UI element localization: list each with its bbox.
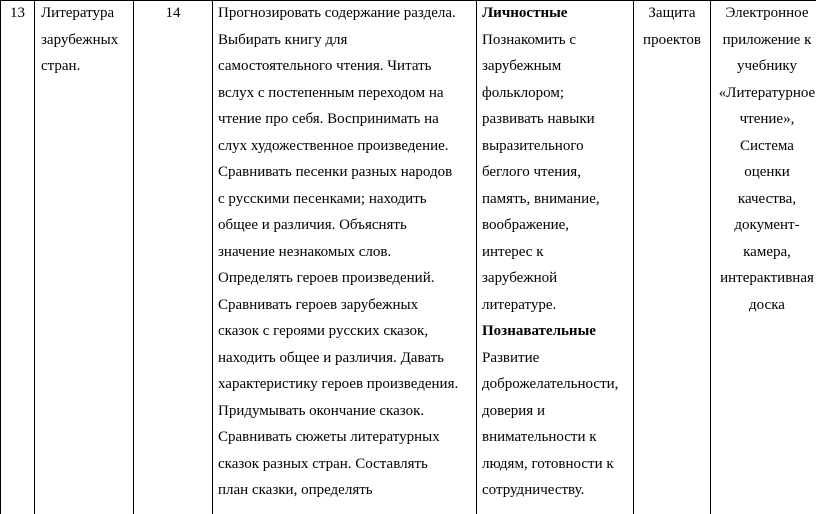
activity-line: Сравнивать песенки разных народов — [218, 164, 453, 180]
activity-line: Определять героев произведений. — [218, 270, 435, 286]
personal-result-line: зарубежным — [482, 58, 562, 74]
activity-line: слух художественное произведение. — [218, 137, 449, 154]
resource-line: чтение», — [739, 111, 795, 127]
activity-line: чтение про себя. Воспринимать на — [218, 111, 439, 127]
section-title-line: Литература — [41, 5, 115, 21]
activity-line: план сказки, определять — [218, 482, 373, 498]
column-border — [476, 0, 477, 514]
personal-result-line: беглого чтения, — [482, 164, 581, 180]
cell-section-title — [41, 0, 133, 80]
cognitive-results-heading: Познавательные — [482, 323, 596, 339]
personal-result-line: развивать навыки — [482, 111, 595, 127]
resource-line: интерактивная — [720, 270, 814, 286]
cell-student-activities — [218, 0, 476, 504]
activity-line: общее и различия. Объяснять — [218, 217, 407, 233]
cell-resources — [711, 0, 816, 318]
cell-learning-results — [482, 0, 632, 504]
hours-value: 14 — [165, 5, 181, 21]
personal-result-line: фольклором; — [482, 84, 564, 101]
column-border — [0, 0, 1, 514]
activity-line: Выбирать книгу для — [218, 31, 348, 48]
personal-result-line: воображение, — [482, 217, 570, 233]
activity-line: самостоятельного чтения. Читать — [218, 58, 432, 74]
activity-line: Прогнозировать содержание раздела. — [218, 5, 456, 21]
column-border — [633, 0, 634, 514]
cognitive-result-line: доброжелательности, — [482, 376, 619, 392]
section-title-line: зарубежных — [41, 31, 119, 48]
resource-line: камера, — [743, 243, 791, 260]
control-form-line: проектов — [643, 31, 701, 48]
resource-line: приложение к — [722, 31, 812, 48]
resource-line: Система — [740, 137, 794, 154]
column-border — [34, 0, 35, 514]
activity-line: Сравнивать сюжеты литературных — [218, 429, 440, 445]
personal-result-line: память, внимание, — [482, 190, 600, 207]
row-number: 13 — [10, 5, 25, 21]
cell-hours — [134, 0, 212, 27]
activity-line: сказок разных стран. Составлять — [218, 455, 428, 472]
resource-line: учебнику — [737, 58, 797, 74]
resource-line: доска — [749, 296, 785, 313]
personal-result-line: Познакомить с — [482, 31, 577, 48]
resource-line: качества, — [737, 190, 797, 207]
cell-row-number — [1, 0, 34, 27]
activity-line: с русскими песенками; находить — [218, 190, 427, 207]
cognitive-result-line: людям, готовности к — [482, 455, 614, 472]
cognitive-result-line: внимательности к — [482, 429, 597, 445]
personal-results-heading: Личностные — [482, 5, 568, 21]
control-form-line: Защита — [648, 5, 696, 21]
cognitive-result-line: Развитие — [482, 349, 540, 366]
section-title-line: стран. — [41, 58, 81, 74]
resource-line: оценки — [744, 164, 790, 180]
personal-result-line: интерес к — [482, 243, 544, 260]
resource-line: «Литературное — [718, 84, 816, 101]
personal-result-line: зарубежной — [482, 270, 558, 286]
activity-line: характеристику героев произведения. — [218, 376, 459, 392]
personal-result-line: выразительного — [482, 137, 584, 154]
resource-line: документ- — [734, 217, 800, 233]
activity-line: значение незнакомых слов. — [218, 243, 392, 260]
column-border — [133, 0, 134, 514]
activity-line: сказок с героями русских сказок, — [218, 323, 429, 339]
personal-result-line: литературе. — [482, 296, 557, 313]
activity-line: находить общее и различия. Давать — [218, 349, 445, 366]
column-border — [212, 0, 213, 514]
activity-line: Сравнивать героев зарубежных — [218, 296, 419, 313]
resource-line: Электронное — [725, 5, 809, 21]
activity-line: Придумывать окончание сказок. — [218, 402, 425, 419]
cognitive-result-line: сотрудничеству. — [482, 482, 585, 498]
cognitive-result-line: доверия и — [482, 402, 545, 419]
cell-control-form — [634, 0, 710, 53]
activity-line: вслух с постепенным переходом на — [218, 84, 444, 101]
